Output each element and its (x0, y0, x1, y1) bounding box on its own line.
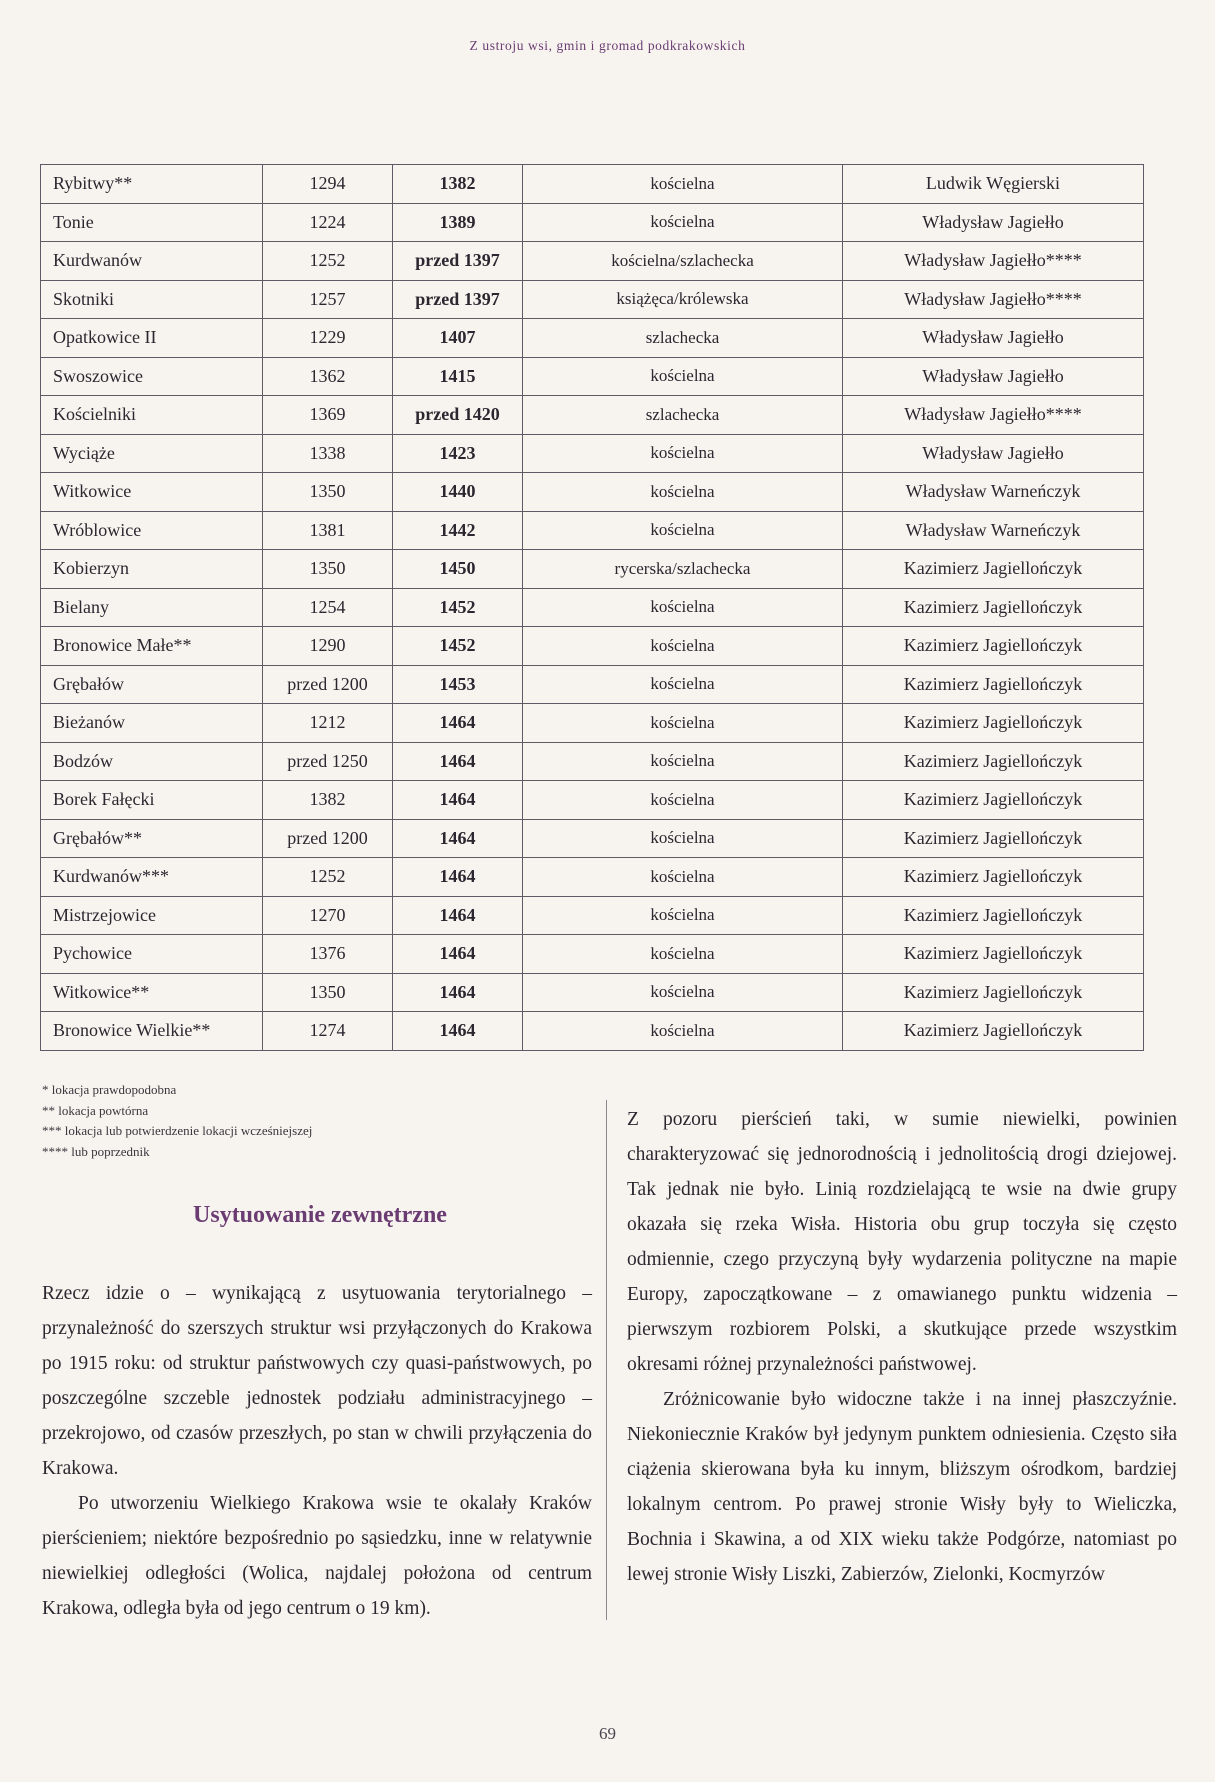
table-row (41, 434, 1144, 473)
first-mention-cell: przed 1200 (263, 819, 393, 858)
table-row (41, 973, 1144, 1012)
monarch-cell: Kazimierz Jagiellończyk (843, 896, 1144, 935)
footnote: ** lokacja powtórna (42, 1102, 149, 1118)
location-year-cell: przed 1420 (393, 396, 523, 435)
first-mention-cell: 1381 (263, 511, 393, 550)
footnote: **** lub poprzednik (42, 1143, 150, 1159)
ownership-cell: szlachecka (523, 396, 843, 435)
ownership-cell: kościelna (523, 781, 843, 820)
table-body (41, 165, 1144, 1051)
monarch-cell: Władysław Jagiełło (843, 319, 1144, 358)
first-mention-cell: 1290 (263, 627, 393, 666)
monarch-cell: Kazimierz Jagiellończyk (843, 819, 1144, 858)
ownership-cell: kościelna (523, 896, 843, 935)
table-row (41, 665, 1144, 704)
monarch-cell: Władysław Warneńczyk (843, 511, 1144, 550)
first-mention-cell: 1382 (263, 781, 393, 820)
left-text-column (42, 1276, 592, 1626)
location-year-cell: przed 1397 (393, 280, 523, 319)
section-title: Usytuowanie zewnętrzne (193, 1202, 447, 1228)
location-year-cell: 1442 (393, 511, 523, 550)
location-year-cell: 1452 (393, 627, 523, 666)
location-year-cell: 1453 (393, 665, 523, 704)
first-mention-cell: przed 1200 (263, 665, 393, 704)
ownership-cell: kościelna (523, 742, 843, 781)
location-year-cell: 1440 (393, 473, 523, 512)
village-name-cell: Kurdwanów*** (41, 858, 263, 897)
village-name-cell: Bronowice Małe** (41, 627, 263, 666)
village-name-cell: Wróblowice (41, 511, 263, 550)
table-row (41, 935, 1144, 974)
village-name-cell: Kościelniki (41, 396, 263, 435)
table-row (41, 588, 1144, 627)
village-name-cell: Skotniki (41, 280, 263, 319)
monarch-cell: Kazimierz Jagiellończyk (843, 742, 1144, 781)
ownership-cell: kościelna (523, 357, 843, 396)
table-row (41, 357, 1144, 396)
paragraph: Po utworzeniu Wielkiego Krakowa wsie te okalały Kraków pierścieniem; niektóre bezpośrednio po sąsiedzku, inne w relatywnie niewielkiej odległości (Wolica, najdalej położona od centrum Krakowa, odległa była od jego centrum o 19 km). (42, 1493, 592, 1619)
table-row (41, 511, 1144, 550)
location-year-cell: 1464 (393, 935, 523, 974)
first-mention-cell: 1350 (263, 473, 393, 512)
ownership-cell: kościelna (523, 665, 843, 704)
table-row (41, 819, 1144, 858)
village-name-cell: Pychowice (41, 935, 263, 974)
location-year-cell: 1415 (393, 357, 523, 396)
monarch-cell: Kazimierz Jagiellończyk (843, 704, 1144, 743)
first-mention-cell: 1212 (263, 704, 393, 743)
village-location-table (40, 164, 1144, 1051)
paragraph: Zróżnicowanie było widoczne także i na innej płaszczyźnie. Niekoniecznie Kraków był jedynym punktem odniesienia. Często siła ciążenia skierowana była ku innym, bliższym ośrodkom, bardziej lokalnym centrom. Po prawej stronie Wisły były to Wieliczka, Bochnia i Skawina, a od XIX wieku także Podgórze, natomiast po lewej stronie Wisły Liszki, Zabierzów, Zielonki, Kocmyrzów (627, 1389, 1177, 1585)
column-divider (606, 1100, 607, 1620)
monarch-cell: Kazimierz Jagiellończyk (843, 935, 1144, 974)
monarch-cell: Kazimierz Jagiellończyk (843, 665, 1144, 704)
right-text-column (627, 1102, 1177, 1592)
table-row (41, 742, 1144, 781)
village-name-cell: Witkowice** (41, 973, 263, 1012)
first-mention-cell: 1229 (263, 319, 393, 358)
village-name-cell: Kobierzyn (41, 550, 263, 589)
location-year-cell: 1464 (393, 781, 523, 820)
monarch-cell: Kazimierz Jagiellończyk (843, 781, 1144, 820)
village-name-cell: Witkowice (41, 473, 263, 512)
ownership-cell: rycerska/szlachecka (523, 550, 843, 589)
table-footnotes (42, 1080, 312, 1162)
village-name-cell: Swoszowice (41, 357, 263, 396)
ownership-cell: kościelna (523, 627, 843, 666)
footnote: * lokacja prawdopodobna (42, 1082, 177, 1097)
ownership-cell: kościelna (523, 473, 843, 512)
first-mention-cell: 1257 (263, 280, 393, 319)
ownership-cell: kościelna (523, 203, 843, 242)
table-row (41, 203, 1144, 242)
monarch-cell: Władysław Warneńczyk (843, 473, 1144, 512)
village-name-cell: Mistrzejowice (41, 896, 263, 935)
running-header: Z ustroju wsi, gmin i gromad podkrakowskich (469, 38, 746, 53)
monarch-cell: Kazimierz Jagiellończyk (843, 588, 1144, 627)
first-mention-cell: 1362 (263, 357, 393, 396)
location-year-cell: 1423 (393, 434, 523, 473)
monarch-cell: Kazimierz Jagiellończyk (843, 858, 1144, 897)
table-row (41, 242, 1144, 281)
ownership-cell: kościelna (523, 935, 843, 974)
monarch-cell: Władysław Jagiełło (843, 434, 1144, 473)
monarch-cell: Kazimierz Jagiellończyk (843, 550, 1144, 589)
first-mention-cell: 1350 (263, 973, 393, 1012)
monarch-cell: Ludwik Węgierski (843, 165, 1144, 204)
location-year-cell: 1464 (393, 1012, 523, 1051)
monarch-cell: Władysław Jagiełło**** (843, 396, 1144, 435)
village-name-cell: Grębałów** (41, 819, 263, 858)
ownership-cell: kościelna (523, 511, 843, 550)
footnote: *** lokacja lub potwierdzenie lokacji wcześniejszej (42, 1123, 313, 1138)
first-mention-cell: 1270 (263, 896, 393, 935)
first-mention-cell: 1224 (263, 203, 393, 242)
table-row (41, 473, 1144, 512)
location-year-cell: 1464 (393, 704, 523, 743)
monarch-cell: Władysław Jagiełło (843, 203, 1144, 242)
first-mention-cell: 1376 (263, 935, 393, 974)
table-row (41, 319, 1144, 358)
table-row (41, 858, 1144, 897)
first-mention-cell: 1350 (263, 550, 393, 589)
location-year-cell: 1452 (393, 588, 523, 627)
ownership-cell: kościelna (523, 819, 843, 858)
village-name-cell: Bielany (41, 588, 263, 627)
village-name-cell: Tonie (41, 203, 263, 242)
village-name-cell: Grębałów (41, 665, 263, 704)
monarch-cell: Kazimierz Jagiellończyk (843, 627, 1144, 666)
page-number: 69 (599, 1724, 616, 1743)
ownership-cell: kościelna (523, 704, 843, 743)
village-name-cell: Bronowice Wielkie** (41, 1012, 263, 1051)
monarch-cell: Władysław Jagiełło**** (843, 242, 1144, 281)
ownership-cell: książęca/królewska (523, 280, 843, 319)
location-year-cell: 1389 (393, 203, 523, 242)
paragraph: Z pozoru pierścień taki, w sumie niewielki, powinien charakteryzować się jednorodnością i jednolitością drogi dziejowej. Tak jednak nie było. Linią rozdzielającą te wsie na dwie grupy okazała się rzeka Wisła. Historia obu grup toczyła się często odmiennie, czego przyczyną były wydarzenia polityczne na mapie Europy, zapoczątkowane – z omawianego punktu widzenia – pierwszym rozbiorem Polski, a skutkujące przede wszystkim okresami różnej przynależności państwowej. (627, 1109, 1177, 1375)
village-name-cell: Kurdwanów (41, 242, 263, 281)
village-name-cell: Opatkowice II (41, 319, 263, 358)
location-year-cell: 1464 (393, 858, 523, 897)
ownership-cell: kościelna (523, 973, 843, 1012)
village-name-cell: Borek Fałęcki (41, 781, 263, 820)
table-row (41, 704, 1144, 743)
ownership-cell: kościelna (523, 858, 843, 897)
ownership-cell: kościelna/szlachecka (523, 242, 843, 281)
table-row (41, 1012, 1144, 1051)
ownership-cell: kościelna (523, 434, 843, 473)
ownership-cell: kościelna (523, 588, 843, 627)
monarch-cell: Kazimierz Jagiellończyk (843, 973, 1144, 1012)
first-mention-cell: 1254 (263, 588, 393, 627)
monarch-cell: Władysław Jagiełło**** (843, 280, 1144, 319)
location-year-cell: 1464 (393, 742, 523, 781)
paragraph: Rzecz idzie o – wynikającą z usytuowania terytorialnego – przynależność do szerszych struktur wsi przyłączonych do Krakowa po 1915 roku: od struktur państwowych czy quasi-państwowych, po poszczególne szczeble jednostek podziału administracyjnego – przekrojowo, od czasów przeszłych, po stan w chwili przyłączenia do Krakowa. (42, 1283, 592, 1479)
location-year-cell: 1464 (393, 896, 523, 935)
table-row (41, 896, 1144, 935)
village-name-cell: Rybitwy** (41, 165, 263, 204)
first-mention-cell: 1274 (263, 1012, 393, 1051)
table-row (41, 627, 1144, 666)
location-year-cell: 1407 (393, 319, 523, 358)
location-year-cell: 1464 (393, 819, 523, 858)
table-row (41, 396, 1144, 435)
first-mention-cell: 1252 (263, 858, 393, 897)
location-year-cell: 1382 (393, 165, 523, 204)
ownership-cell: kościelna (523, 165, 843, 204)
table-row (41, 781, 1144, 820)
table-row (41, 280, 1144, 319)
location-year-cell: 1450 (393, 550, 523, 589)
ownership-cell: szlachecka (523, 319, 843, 358)
village-name-cell: Bodzów (41, 742, 263, 781)
ownership-cell: kościelna (523, 1012, 843, 1051)
table-row (41, 165, 1144, 204)
table-row (41, 550, 1144, 589)
first-mention-cell: 1294 (263, 165, 393, 204)
first-mention-cell: przed 1250 (263, 742, 393, 781)
first-mention-cell: 1338 (263, 434, 393, 473)
village-name-cell: Wyciąże (41, 434, 263, 473)
monarch-cell: Kazimierz Jagiellończyk (843, 1012, 1144, 1051)
first-mention-cell: 1252 (263, 242, 393, 281)
first-mention-cell: 1369 (263, 396, 393, 435)
village-name-cell: Bieżanów (41, 704, 263, 743)
location-year-cell: przed 1397 (393, 242, 523, 281)
monarch-cell: Władysław Jagiełło (843, 357, 1144, 396)
location-year-cell: 1464 (393, 973, 523, 1012)
